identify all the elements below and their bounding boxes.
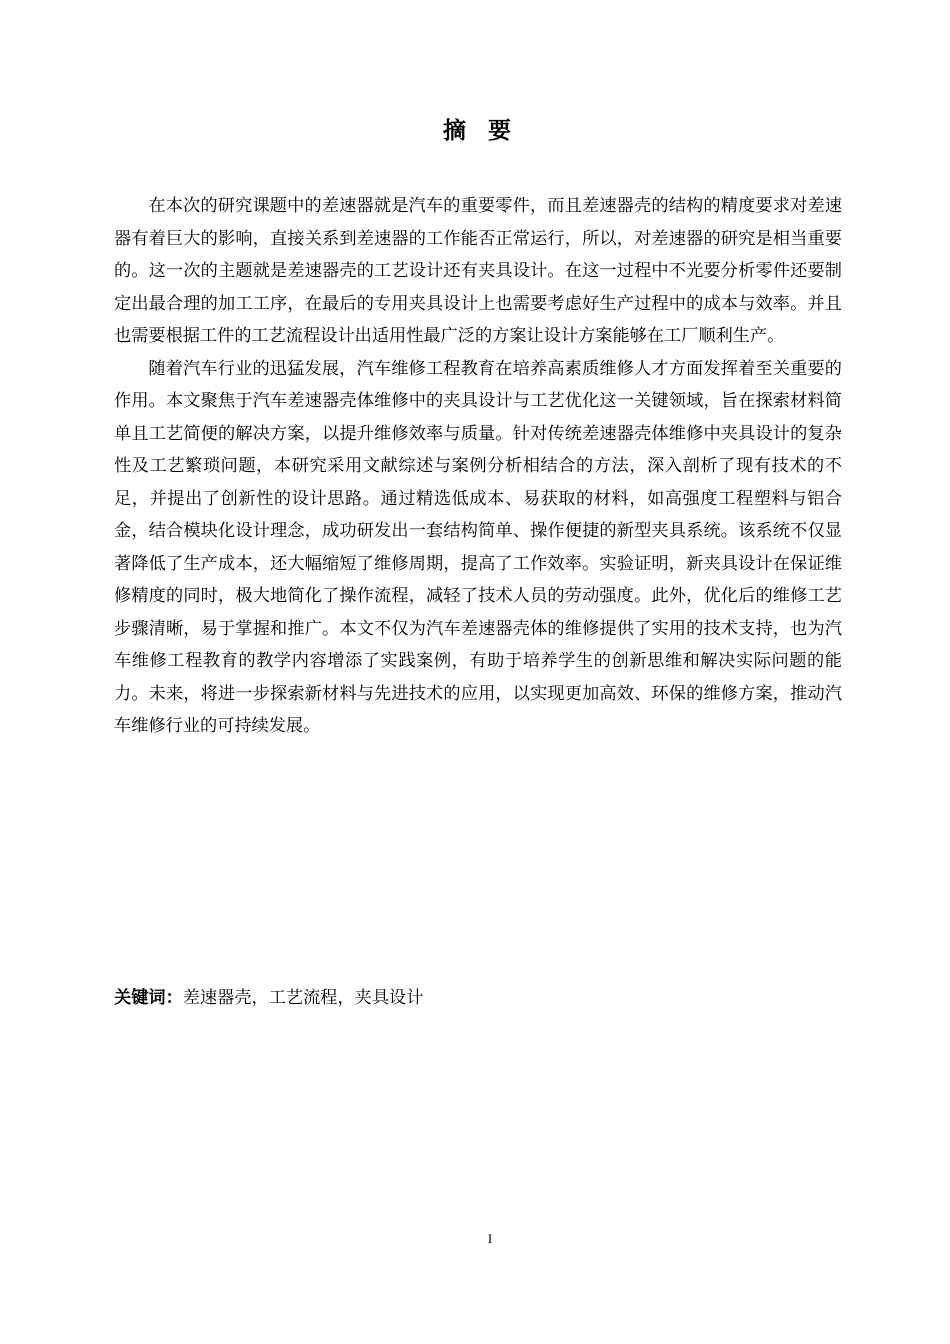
abstract-body <box>114 190 842 743</box>
page-number: I <box>487 1231 493 1246</box>
keywords-line <box>114 982 842 1014</box>
keywords-text: 差速器壳，工艺流程，夹具设计 <box>182 988 424 1008</box>
abstract-paragraph-1: 在本次的研究课题中的差速器就是汽车的重要零件，而且差速器壳的结构的精度要求对差速器有着巨大的影响，直接关系到差速器的工作能否正常运行，所以，对差速器的研究是相当重要的。这一次的主题就是差速器壳的工艺设计还有夹具设计。在这一过程中不光要分析零件还要制定出最合理的加工工序，在最后的专用夹具设计上也需要考虑好生产过程中的成本与效率。并且也需要根据工件的工艺流程设计出适用性最广泛的方案让设计方案能够在工厂顺利生产。 <box>114 196 842 346</box>
page-title: 摘要 <box>443 118 533 144</box>
keywords-label: 关键词： <box>114 988 183 1008</box>
abstract-paragraph-2: 随着汽车行业的迅猛发展，汽车维修工程教育在培养高素质维修人才方面发挥着至关重要的作用。本文聚焦于汽车差速器壳体维修中的夹具设计与工艺优化这一关键领域，旨在探索材料简单且工艺简便的解决方案，以提升维修效率与质量。针对传统差速器壳体维修中夹具设计的复杂性及工艺繁琐问题，本研究采用文献综述与案例分析相结合的方法，深入剖析了现有技术的不足，并提出了创新性的设计思路。通过精选低成本、易获取的材料，如高强度工程塑料与铝合金，结合模块化设计理念，成功研发出一套结构简单、操作便捷的新型夹具系统。该系统不仅显著降低了生产成本，还大幅缩短了维修周期，提高了工作效率。实验证明，新夹具设计在保证维修精度的同时，极大地简化了操作流程，减轻了技术人员的劳动强度。此外，优化后的维修工艺步骤清晰，易于掌握和推广。本文不仅为汽车差速器壳体的维修提供了实用的技术支持，也为汽车维修工程教育的教学内容增添了实践案例，有助于培养学生的创新思维和解决实际问题的能力。未来，将进一步探索新材料与先进技术的应用，以实现更加高效、环保的维修方案，推动汽车维修行业的可持续发展。 <box>114 358 842 736</box>
